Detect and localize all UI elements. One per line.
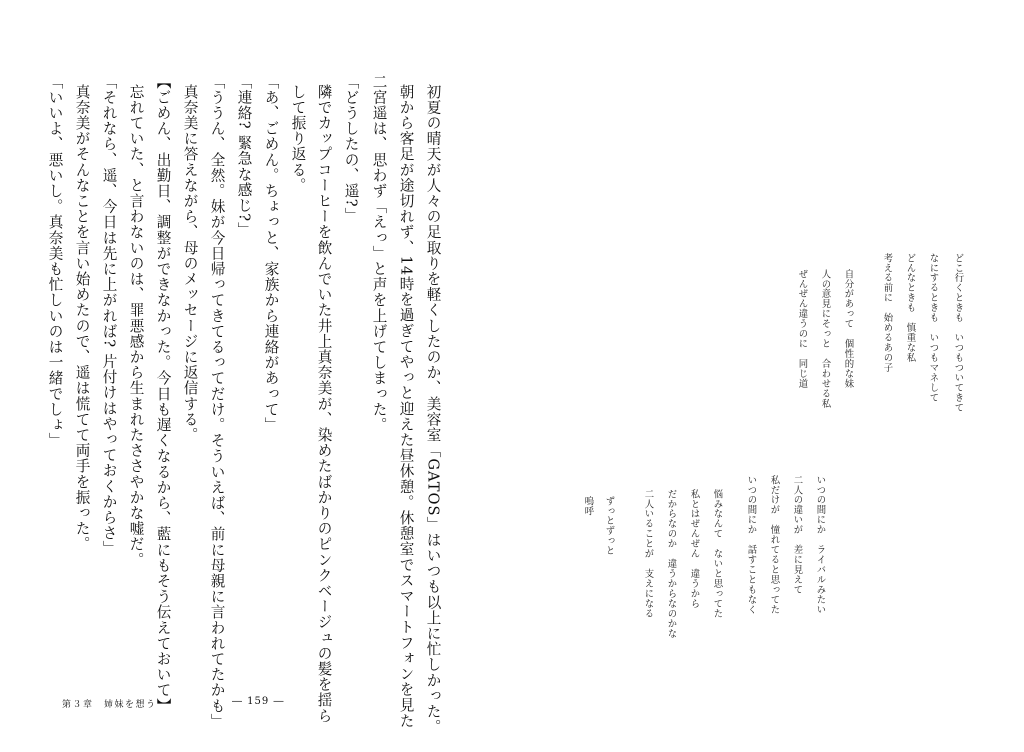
poem-line: 二人の違いが 差に見えて xyxy=(791,475,803,595)
poem-line: 自分があって 個性的な妹 xyxy=(842,269,854,389)
prose-line: 初夏の晴天が人々の足取りを軽くしたのか、美容室「GATOS」はいつも以上に忙しかった。 xyxy=(424,84,442,735)
poem-line: 私だけが 憧れてると思ってた xyxy=(768,475,780,615)
prose-line: 「どうしたの、遥?」 xyxy=(342,74,360,224)
poem-line: ずっとずっと xyxy=(603,496,615,556)
poem-line: どんなときも 慎重な私 xyxy=(904,253,916,363)
poem-line: 嗚呼 xyxy=(582,496,594,516)
poem-line: いつの間にか 話すこともなく xyxy=(745,475,757,615)
poem-line: なにするときも いつもマネして xyxy=(927,253,939,403)
poem-line: どこ行くときも いつもついてきて xyxy=(952,253,964,413)
poem-line: 考える前に 始めるあの子 xyxy=(881,253,893,373)
prose-line: 「それなら、遥、今日は先に上がれば? 片付けはやっておくからさ」 xyxy=(100,74,118,557)
poem-line: ぜんぜん違うのに 同じ道 xyxy=(796,269,808,389)
prose-line: 忘れていた、と言わないのは、罪悪感から生まれたささやかな嘘だ。 xyxy=(127,84,145,568)
prose-line: して振り返る。 xyxy=(289,84,307,194)
prose-line: 二宮遥は、思わず「えっ」と声を上げてしまった。 xyxy=(370,74,388,433)
prose-line: 真奈美がそんなことを言い始めたので、遥は慌てて両手を振った。 xyxy=(73,84,91,552)
prose-line: 【ごめん、出勤日、調整ができなかった。今日も遅くなるから、藍にもそう伝えておいて】 xyxy=(154,74,172,714)
poem-line: 二人いることが 支えになる xyxy=(642,489,654,619)
poem-line: 人の意見にそっと 合わせる私 xyxy=(819,269,831,409)
prose-line: 朝から客足が途切れず、14時を過ぎてやっと迎えた昼休憩。休憩室でスマートフォンを見た xyxy=(397,84,415,729)
chapter-title: 第３章 姉妹を想う xyxy=(62,700,157,710)
poem-line: 私とはぜんぜん 違うから xyxy=(688,489,700,609)
prose-line: 隣でカップコーヒーを飲んでいた井上真奈美が、染めたばかりのピンクベージュの髪を揺ら xyxy=(315,84,333,724)
prose-line: 真奈美に答えながら、母のメッセージに返信する。 xyxy=(181,84,199,443)
prose-line: 「いいよ、悪いし。真奈美も忙しいのは一緒でしょ」 xyxy=(46,74,64,449)
poem-line: だからなのか 違うからなのかな xyxy=(665,489,677,639)
prose-line: 「あ、ごめん。ちょっと、家族から連絡があって」 xyxy=(262,74,280,433)
prose-line: 「ううん、全然。妹が今日帰ってきてるってだけ。そういえば、前に母親に言われてたかも」 xyxy=(208,74,226,730)
poem-line: 悩みなんて ないと思ってた xyxy=(711,489,723,619)
poem-line: いつの間にか ライバルみたい xyxy=(814,475,826,615)
prose-line: 「連絡? 緊急な感じ?」 xyxy=(235,74,253,238)
page-number: ― 159 ― xyxy=(232,696,285,707)
